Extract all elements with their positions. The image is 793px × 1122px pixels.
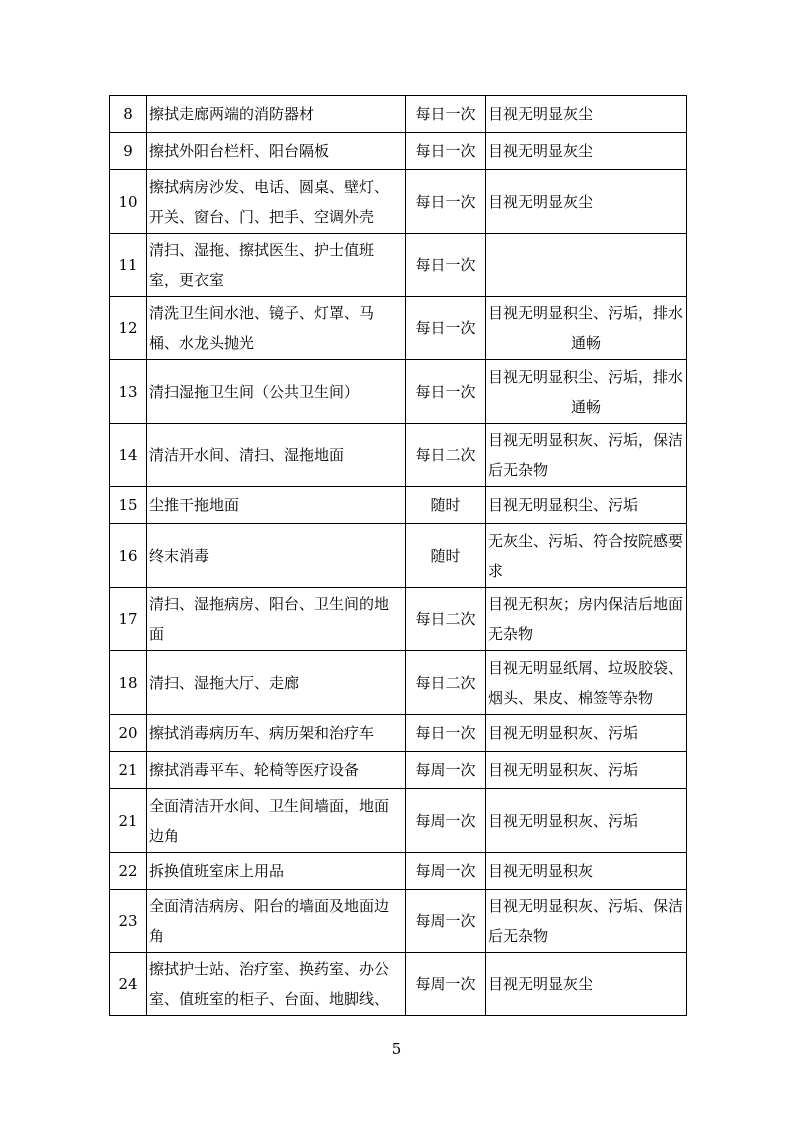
task-cell: 擦拭外阳台栏杆、阳台隔板 [147, 133, 406, 170]
frequency-cell: 每周一次 [406, 853, 486, 890]
task-cell: 擦拭消毒平车、轮椅等医疗设备 [147, 752, 406, 789]
table-row [110, 789, 687, 853]
frequency-cell: 随时 [406, 487, 486, 524]
row-number: 17 [110, 588, 147, 651]
cleaning-schedule-table [109, 95, 687, 1016]
standard-cell [486, 297, 687, 360]
task-cell: 拆换值班室床上用品 [147, 853, 406, 890]
frequency-cell: 每日二次 [406, 588, 486, 651]
standard-line-2: 通畅 [570, 334, 601, 352]
task-cell: 清扫、湿拖、擦拭医生、护士值班室，更衣室 [147, 234, 406, 297]
table-row [110, 487, 687, 524]
frequency-cell: 每日一次 [406, 170, 486, 234]
row-number: 8 [110, 96, 147, 133]
task-cell: 清扫、湿拖大厅、走廊 [147, 651, 406, 715]
row-number: 21 [110, 789, 147, 853]
frequency-cell: 每日二次 [406, 651, 486, 715]
table-row [110, 953, 687, 1016]
task-cell: 终末消毒 [147, 524, 406, 588]
table-row [110, 133, 687, 170]
table-row [110, 96, 687, 133]
task-cell: 全面清洁病房、阳台的墙面及地面边角 [147, 890, 406, 953]
row-number: 14 [110, 424, 147, 487]
row-number: 10 [110, 170, 147, 234]
row-number: 16 [110, 524, 147, 588]
row-number: 21 [110, 752, 147, 789]
frequency-cell: 每周一次 [406, 752, 486, 789]
standard-cell: 目视无明显积灰 [486, 853, 687, 890]
frequency-cell: 每日一次 [406, 96, 486, 133]
row-number: 9 [110, 133, 147, 170]
row-number: 22 [110, 853, 147, 890]
standard-cell: 目视无明显积灰、污垢 [486, 752, 687, 789]
standard-line-1: 目视无明显积尘、污垢，排水 [488, 304, 684, 322]
table-row [110, 524, 687, 588]
table-row [110, 588, 687, 651]
standard-cell: 无灰尘、污垢、符合按院感要求 [486, 524, 687, 588]
table-row [110, 360, 687, 424]
table-row [110, 424, 687, 487]
standard-cell: 目视无积灰；房内保洁后地面无杂物 [486, 588, 687, 651]
table-row [110, 890, 687, 953]
table-row [110, 170, 687, 234]
table-row [110, 853, 687, 890]
frequency-cell: 每日一次 [406, 133, 486, 170]
standard-cell: 目视无明显积灰、污垢 [486, 715, 687, 752]
row-number: 18 [110, 651, 147, 715]
table-row [110, 234, 687, 297]
task-cell: 擦拭病房沙发、电话、圆桌、壁灯、开关、窗台、门、把手、空调外壳 [147, 170, 406, 234]
table-row [110, 651, 687, 715]
task-cell: 清洗卫生间水池、镜子、灯罩、马桶、水龙头抛光 [147, 297, 406, 360]
table-row [110, 752, 687, 789]
task-cell: 尘推干拖地面 [147, 487, 406, 524]
task-cell: 清洁开水间、清扫、湿拖地面 [147, 424, 406, 487]
frequency-cell: 每周一次 [406, 890, 486, 953]
table-row [110, 297, 687, 360]
standard-cell: 目视无明显灰尘 [486, 133, 687, 170]
standard-cell: 目视无明显纸屑、垃圾胶袋、烟头、果皮、棉签等杂物 [486, 651, 687, 715]
row-number: 12 [110, 297, 147, 360]
frequency-cell: 随时 [406, 524, 486, 588]
row-number: 20 [110, 715, 147, 752]
row-number: 23 [110, 890, 147, 953]
standard-line-2: 通畅 [570, 397, 601, 416]
standard-cell: 目视无明显积灰、污垢，保洁后无杂物 [486, 424, 687, 487]
task-cell: 擦拭消毒病历车、病历架和治疗车 [147, 715, 406, 752]
standard-cell: 目视无明显灰尘 [486, 953, 687, 1016]
page-number: 5 [391, 1040, 402, 1058]
frequency-cell: 每周一次 [406, 953, 486, 1016]
row-number: 11 [110, 234, 147, 297]
frequency-cell: 每日一次 [406, 297, 486, 360]
task-cell: 擦拭走廊两端的消防器材 [147, 96, 406, 133]
task-cell: 清扫、湿拖病房、阳台、卫生间的地面 [147, 588, 406, 651]
table-row [110, 715, 687, 752]
standard-cell: 目视无明显灰尘 [486, 96, 687, 133]
frequency-cell: 每日一次 [406, 360, 486, 424]
standard-cell: 目视无明显积灰、污垢、保洁后无杂物 [486, 890, 687, 953]
frequency-cell: 每周一次 [406, 789, 486, 853]
standard-cell [486, 234, 687, 297]
standard-cell: 目视无明显积尘、污垢 [486, 487, 687, 524]
task-cell: 擦拭护士站、治疗室、换药室、办公室、值班室的柜子、台面、地脚线、 [147, 953, 406, 1016]
task-cell: 清扫湿拖卫生间（公共卫生间） [147, 360, 406, 424]
frequency-cell: 每日一次 [406, 715, 486, 752]
standard-line-1: 目视无明显积尘、污垢，排水 [488, 367, 684, 386]
row-number: 15 [110, 487, 147, 524]
standard-cell: 目视无明显灰尘 [486, 170, 687, 234]
frequency-cell: 每日二次 [406, 424, 486, 487]
row-number: 24 [110, 953, 147, 1016]
standard-cell: 目视无明显积灰、污垢 [486, 789, 687, 853]
standard-cell [486, 360, 687, 424]
frequency-cell: 每日一次 [406, 234, 486, 297]
row-number: 13 [110, 360, 147, 424]
task-cell: 全面清洁开水间、卫生间墙面，地面边角 [147, 789, 406, 853]
